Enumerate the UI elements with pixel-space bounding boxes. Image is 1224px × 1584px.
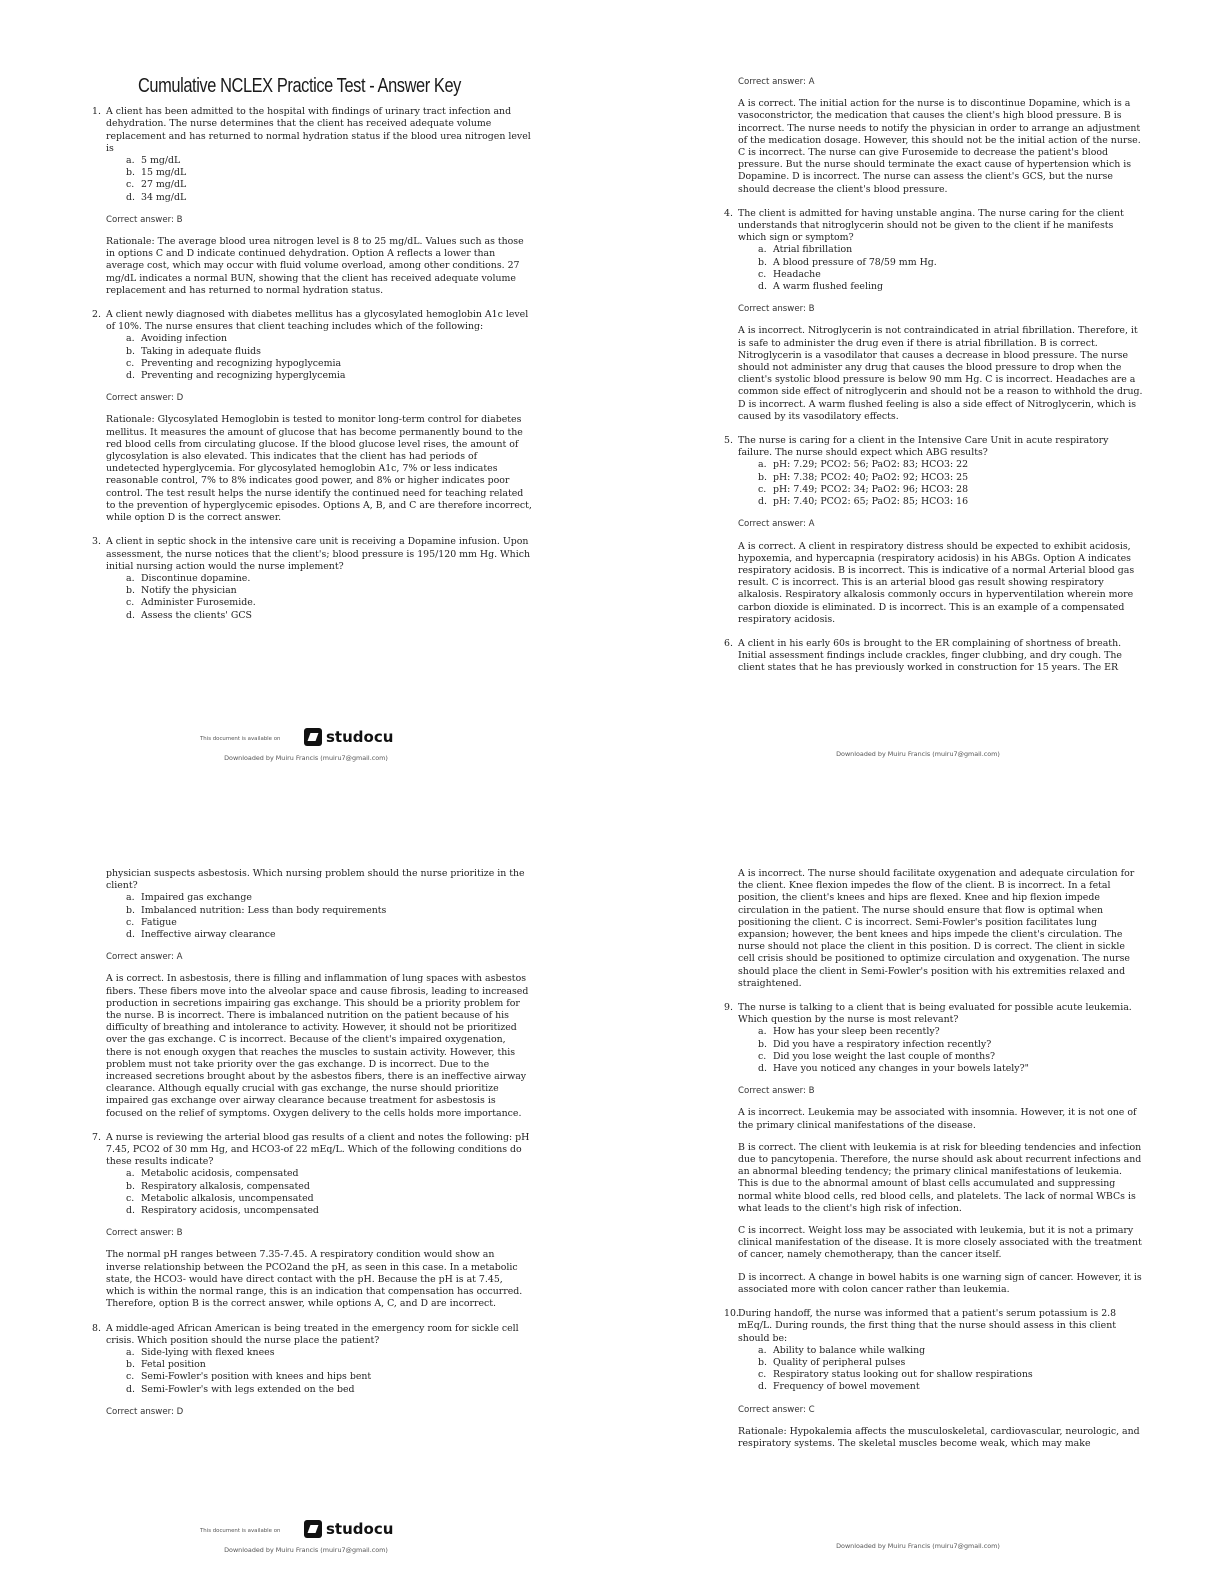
rationale-paragraph: A is incorrect. The nurse should facilitate oxygenation and adequate circulation for the client. Knee flexion impedes the flow of the client. B is incorrect. In a fetal position, the client's knees and hips are flexed. Knee and hip flexion impede circulation in the patient. The nurse should ensure that flow is optimal when positioning the client. C is incorrect. Semi-Fowler's position facilitates lung expansion; however, the bent knees and hips impede the client's circulation. The nurse should not place the client in this position. D is correct. The client in sickle cell crisis should be positioned to optimize circulation and oxygenation. The nurse should place the client in Semi-Fowler's position with his extremities relaxed and straightened. bbox=[738, 868, 1135, 989]
option-text: Fetal position bbox=[141, 1359, 206, 1371]
availability-note: This document is available on bbox=[200, 1528, 281, 1534]
option-text: Taking in adequate fluids bbox=[141, 345, 261, 357]
option-item bbox=[126, 1359, 532, 1371]
option-text: Administer Furosemide. bbox=[141, 597, 256, 609]
option-item bbox=[758, 496, 1144, 508]
option-item bbox=[126, 1371, 532, 1383]
option-letter: a. bbox=[126, 572, 135, 584]
option-letter: d. bbox=[126, 370, 135, 382]
option-letter: a. bbox=[126, 892, 135, 904]
question-number: 10. bbox=[724, 1308, 739, 1320]
option-item bbox=[126, 585, 532, 597]
option-letter: a. bbox=[126, 155, 135, 167]
page-3 bbox=[0, 792, 612, 1584]
option-letter: c. bbox=[126, 1371, 135, 1383]
option-text: Respiratory acidosis, uncompensated bbox=[141, 1205, 319, 1217]
option-item bbox=[126, 1193, 532, 1205]
option-text: pH: 7.49; PCO2: 34; PaO2: 96; HCO3: 28 bbox=[773, 483, 969, 495]
option-item bbox=[758, 1039, 1144, 1051]
option-letter: d. bbox=[126, 1205, 135, 1217]
correct-answer: Correct answer: B bbox=[106, 1228, 183, 1239]
options-list bbox=[738, 1345, 1144, 1394]
question bbox=[92, 309, 532, 382]
page-content bbox=[92, 868, 532, 1428]
option-text: Quality of peripheral pulses bbox=[773, 1356, 906, 1368]
option-letter: c. bbox=[126, 1192, 135, 1204]
document-title: Cumulative NCLEX Practice Test - Answer Key bbox=[138, 75, 461, 97]
option-letter: b. bbox=[758, 1038, 767, 1050]
option-letter: d. bbox=[758, 496, 767, 508]
question-text: During handoff, the nurse was informed that a patient's serum potassium is 2.8 mEq/L. During rounds, the first thing that the nurse should assess in this client should be: bbox=[738, 1308, 1117, 1344]
option-item bbox=[126, 358, 532, 370]
option-text: Preventing and recognizing hypoglycemia bbox=[141, 357, 342, 369]
option-text: Discontinue dopamine. bbox=[141, 572, 251, 584]
option-text: Metabolic alkalosis, uncompensated bbox=[141, 1192, 314, 1204]
options-list bbox=[106, 1168, 532, 1217]
option-text: Metabolic acidosis, compensated bbox=[141, 1168, 299, 1180]
option-item bbox=[126, 929, 532, 941]
question-text: A client newly diagnosed with diabetes mellitus has a glycosylated hemoglobin A1c level of 10%. The nurse ensures that client teaching includes which of the following: bbox=[106, 309, 529, 333]
option-text: How has your sleep been recently? bbox=[773, 1026, 940, 1038]
rationale-paragraph: Rationale: Glycosylated Hemoglobin is tested to monitor long-term control for diabetes mellitus. It measures the amount of glucose that has become permanently bound to the red blood cells from circulating glucose. If the blood glucose level rises, the amount of glycosylation is also elevated. This indicates that the client has had periods of undetected hyperglycemia. For glycosylated hemoglobin A1c, 7% or less indicates reasonable control, 7% to 8% indicates good power, and 8% or higher indicates poor control. The test result helps the nurse identify the continued need for teaching related to the prevention of hyperglycemic episodes. Options A, B, and C are therefore incorrect, while option D is the correct answer. bbox=[106, 414, 532, 524]
correct-answer: Correct answer: B bbox=[106, 214, 183, 225]
availability-note: This document is available on bbox=[200, 736, 281, 742]
download-note: Downloaded by Muiru Francis (muiru7@gmail.com) bbox=[224, 1546, 388, 1554]
option-text: pH: 7.29; PCO2: 56; PaO2: 83; HCO3: 22 bbox=[773, 459, 969, 471]
option-text: A blood pressure of 78/59 mm Hg. bbox=[773, 256, 937, 268]
question bbox=[92, 536, 532, 621]
option-letter: c. bbox=[758, 1050, 767, 1062]
rationale-paragraph: A is incorrect. Nitroglycerin is not contraindicated in atrial fibrillation. Therefore, it is safe to administer the drug even if there is atrial fibrillation. B is correct. Nitroglycerin is a vasodilator that causes a decrease in blood pressure. The nurse should not administer any drug that causes the blood pressure to drop when the client's systolic blood pressure is below 90 mm Hg. C is incorrect. Headaches are a common side effect of nitroglycerin and should not be a reason to withhold the drug. D is incorrect. A warm flushed feeling is also a side effect of Nitroglycerin, which is caused by its vasodilatory effects. bbox=[738, 325, 1143, 422]
correct-answer: Correct answer: B bbox=[738, 1086, 815, 1097]
rationale bbox=[738, 325, 1144, 423]
option-letter: d. bbox=[126, 191, 135, 203]
rationale bbox=[106, 973, 532, 1119]
page-footer bbox=[612, 1520, 1224, 1560]
correct-answer: Correct answer: D bbox=[106, 393, 184, 404]
option-letter: a. bbox=[126, 333, 135, 345]
question bbox=[724, 435, 1144, 508]
option-letter: b. bbox=[126, 585, 135, 597]
question-number: 7. bbox=[92, 1131, 101, 1143]
option-item bbox=[126, 917, 532, 929]
question-text: The nurse is caring for a client in the Intensive Care Unit in acute respiratory failure. The nurse should expect which ABG results? bbox=[738, 435, 1109, 459]
question-text: A client in septic shock in the intensive care unit is receiving a Dopamine infusion. Upon assessment, the nurse notices that the client's; blood pressure is 195/120 mm Hg. Which initial nursing action would the nurse implement? bbox=[106, 536, 530, 572]
rationale bbox=[738, 1107, 1144, 1296]
page-content bbox=[724, 868, 1144, 1462]
question bbox=[724, 1308, 1144, 1393]
page-footer bbox=[612, 728, 1224, 768]
question bbox=[724, 1002, 1144, 1075]
option-text: Semi-Fowler's with legs extended on the bed bbox=[141, 1383, 355, 1395]
rationale bbox=[106, 236, 532, 297]
option-item bbox=[758, 244, 1144, 256]
option-item bbox=[126, 179, 532, 191]
options-list bbox=[106, 573, 532, 622]
option-letter: a. bbox=[758, 1344, 767, 1356]
rationale-paragraph: Rationale: The average blood urea nitrogen level is 8 to 25 mg/dL. Values such as those in options C and D indicate continued dehydration. Option A reflects a lower than average cost, which may occur with fluid volume overload, among other conditions. 27 mg/dL indicates a normal BUN, showing that the client has received adequate volume replacement and has returned to normal hydration status. bbox=[106, 236, 524, 296]
option-item bbox=[758, 281, 1144, 293]
rationale-paragraph: B is correct. The client with leukemia is at risk for bleeding tendencies and infection due to pancytopenia. Therefore, the nurse should ask about recurrent infections and an abnormal bleeding tendency; the primary clinical manifestations of leukemia. This is due to the abnormal amount of blast cells accumulated and suppressing normal white blood cells, red blood cells, and platelets. The lack of normal WBCs is what leads to the client's high risk of infection. bbox=[738, 1141, 1142, 1214]
option-item bbox=[126, 1181, 532, 1193]
question bbox=[724, 638, 1144, 675]
page-2 bbox=[612, 0, 1224, 792]
rationale-paragraph: A is correct. A client in respiratory distress should be expected to exhibit acidosis, hypoxemia, and hypercapnia (respiratory acidosis) in his ABGs. Option A indicates respiratory acidosis. B is incorrect. This is indicative of a normal Arterial blood gas result. C is incorrect. This is an arterial blood gas result showing respiratory alkalosis. Respiratory alkalosis commonly occurs in hyperventilation wherein more carbon dioxide is eliminated. D is incorrect. This is an example of a compensated respiratory acidosis. bbox=[738, 540, 1135, 625]
option-item bbox=[758, 1345, 1144, 1357]
option-letter: a. bbox=[126, 1346, 135, 1358]
option-letter: d. bbox=[758, 1381, 767, 1393]
option-item bbox=[758, 1357, 1144, 1369]
question-number: 2. bbox=[92, 309, 101, 321]
question-number: 9. bbox=[724, 1002, 733, 1014]
option-item bbox=[758, 1051, 1144, 1063]
options-list bbox=[106, 155, 532, 204]
option-item bbox=[126, 192, 532, 204]
option-item bbox=[758, 1381, 1144, 1393]
option-text: Semi-Fowler's position with knees and hips bent bbox=[141, 1371, 372, 1383]
question-text: The client is admitted for having unstable angina. The nurse caring for the client understands that nitroglycerin should not be given to the client if he manifests which sign or symptom? bbox=[738, 207, 1124, 244]
option-text: Avoiding infection bbox=[141, 333, 228, 345]
option-item bbox=[126, 1168, 532, 1180]
option-text: Respiratory alkalosis, compensated bbox=[141, 1180, 310, 1192]
question-number: 4. bbox=[724, 207, 733, 219]
option-letter: c. bbox=[758, 268, 767, 280]
option-item bbox=[126, 1347, 532, 1359]
studocu-logo-icon bbox=[304, 1520, 322, 1538]
option-text: Side-lying with flexed knees bbox=[141, 1346, 275, 1358]
option-text: 27 mg/dL bbox=[141, 179, 187, 191]
option-text: Have you noticed any changes in your bowels lately?" bbox=[773, 1063, 1029, 1075]
page-footer bbox=[0, 728, 612, 768]
option-letter: b. bbox=[126, 904, 135, 916]
option-letter: a. bbox=[126, 1168, 135, 1180]
option-letter: d. bbox=[126, 929, 135, 941]
option-item bbox=[758, 269, 1144, 281]
options-list bbox=[106, 892, 532, 941]
rationale bbox=[738, 541, 1144, 626]
option-text: Notify the physician bbox=[141, 585, 237, 597]
option-letter: c. bbox=[126, 916, 135, 928]
option-item bbox=[126, 1205, 532, 1217]
option-letter: b. bbox=[126, 167, 135, 179]
option-item bbox=[126, 370, 532, 382]
page-4 bbox=[612, 792, 1224, 1584]
option-letter: d. bbox=[758, 281, 767, 293]
question-number: 6. bbox=[724, 637, 733, 649]
option-text: Headache bbox=[773, 268, 821, 280]
option-letter: c. bbox=[758, 483, 767, 495]
option-text: Assess the clients' GCS bbox=[141, 609, 252, 621]
option-item bbox=[126, 610, 532, 622]
option-letter: c. bbox=[126, 179, 135, 191]
question-number: 8. bbox=[92, 1322, 101, 1334]
rationale bbox=[738, 1426, 1144, 1450]
question bbox=[724, 208, 1144, 293]
rationale-paragraph: D is incorrect. A change in bowel habits is one warning sign of cancer. However, it is associated more with colon cancer rather than leukemia. bbox=[738, 1271, 1142, 1295]
correct-answer: Correct answer: C bbox=[738, 1404, 815, 1415]
option-text: Fatigue bbox=[141, 916, 177, 928]
correct-answer: Correct answer: A bbox=[738, 77, 815, 87]
rationale bbox=[106, 1249, 532, 1310]
option-item bbox=[126, 346, 532, 358]
studocu-logo[interactable] bbox=[304, 728, 393, 746]
page-footer bbox=[0, 1520, 612, 1560]
question-text: physician suspects asbestosis. Which nursing problem should the nurse prioritize in the client? bbox=[106, 868, 525, 892]
option-item bbox=[126, 905, 532, 917]
option-text: Preventing and recognizing hyperglycemia bbox=[141, 370, 346, 382]
option-item bbox=[758, 1369, 1144, 1381]
rationale-paragraph: A is incorrect. Leukemia may be associated with insomnia. However, it is not one of the primary clinical manifestations of the disease. bbox=[738, 1107, 1137, 1131]
option-item bbox=[126, 167, 532, 179]
option-letter: b. bbox=[126, 1180, 135, 1192]
option-text: A warm flushed feeling bbox=[773, 281, 883, 293]
question-number: 1. bbox=[92, 106, 101, 118]
page-content bbox=[92, 75, 532, 632]
option-text: Did you lose weight the last couple of months? bbox=[773, 1050, 996, 1062]
rationale bbox=[738, 98, 1144, 196]
rationale-paragraph: The normal pH ranges between 7.35-7.45. A respiratory condition would show an inverse relationship between the PCO2and the pH, as seen in this case. In a metabolic state, the HCO3- would have direct contact with the pH. Because the pH is at 7.45, which is within the normal range, this is an indication that compensation has occurred. Therefore, option B is the correct answer, while options A, C, and D are incorrect. bbox=[106, 1249, 523, 1310]
question-text: A client has been admitted to the hospital with findings of urinary tract infection and dehydration. The nurse determines that the client has received adequate volume replacement and has returned to normal hydration status if the blood urea nitrogen level is bbox=[106, 106, 531, 154]
question-number: 5. bbox=[724, 435, 733, 447]
correct-answer: Correct answer: B bbox=[738, 304, 815, 315]
option-text: Frequency of bowel movement bbox=[773, 1381, 920, 1393]
option-item bbox=[126, 892, 532, 904]
rationale-paragraph: C is incorrect. Weight loss may be associated with leukemia, but it is not a primary clinical manifestation of the disease. It is more closely associated with the treatment of cancer, namely chemotherapy, than the cancer itself. bbox=[738, 1225, 1142, 1261]
option-letter: b. bbox=[758, 256, 767, 268]
option-text: Respiratory status looking out for shallow respirations bbox=[773, 1369, 1033, 1381]
rationale-paragraph: A is correct. In asbestosis, there is filling and inflammation of lung spaces with asbestos fibers. These fibers move into the alveolar space and cause fibrosis, leading to increased production in secretions impairing gas exchange. This should be a priority problem for the nurse. B is incorrect. There is imbalanced nutrition on the patient because of his difficulty of breathing and intolerance to activity. However, it should not be prioritized over the gas exchange. C is incorrect. Because of the client's impaired oxygenation, there is not enough oxygen that reaches the muscles to sustain activity. However, this problem must not take priority over the gas exchange. D is incorrect. Due to the increased secretions brought about by the asbestos fibers, there is an ineffective airway clearance. Although equally crucial with gas exchange, the nurse should prioritize impaired gas exchange over airway clearance because treatment for asbestosis is focused on the relief of symptoms. Oxygen delivery to the cells holds more importance. bbox=[106, 973, 529, 1119]
options-list bbox=[738, 459, 1144, 508]
option-text: 34 mg/dL bbox=[141, 191, 187, 203]
option-item bbox=[126, 155, 532, 167]
options-list bbox=[738, 1026, 1144, 1075]
question bbox=[92, 1132, 532, 1217]
question-text: A middle-aged African American is being treated in the emergency room for sickle cell crisis. Which position should the nurse place the patient? bbox=[106, 1322, 519, 1346]
option-item bbox=[758, 484, 1144, 496]
rationale-paragraph: Rationale: Hypokalemia affects the musculoskeletal, cardiovascular, neurologic, and respiratory systems. The skeletal muscles become weak, which may make bbox=[738, 1425, 1140, 1449]
option-item bbox=[126, 573, 532, 585]
option-text: pH: 7.40; PCO2: 65; PaO2: 85; HCO3: 16 bbox=[773, 496, 969, 508]
option-item bbox=[758, 459, 1144, 471]
rationale bbox=[738, 868, 1144, 990]
option-letter: c. bbox=[126, 357, 135, 369]
correct-answer: Correct answer: D bbox=[106, 1406, 184, 1417]
studocu-logo[interactable] bbox=[304, 1520, 393, 1538]
option-text: Imbalanced nutrition: Less than body requirements bbox=[141, 904, 387, 916]
option-letter: c. bbox=[126, 597, 135, 609]
option-item bbox=[126, 1384, 532, 1396]
option-text: 15 mg/dL bbox=[141, 167, 187, 179]
options-list bbox=[738, 244, 1144, 293]
studocu-brand: studocu bbox=[326, 728, 394, 746]
rationale bbox=[106, 414, 532, 524]
page-1 bbox=[0, 0, 612, 792]
question-number: 3. bbox=[92, 536, 101, 548]
option-item bbox=[758, 1063, 1144, 1075]
studocu-brand: studocu bbox=[326, 1520, 394, 1538]
option-text: Ineffective airway clearance bbox=[141, 929, 276, 941]
option-letter: a. bbox=[758, 459, 767, 471]
option-letter: d. bbox=[758, 1063, 767, 1075]
option-text: Impaired gas exchange bbox=[141, 892, 252, 904]
download-note: Downloaded by Muiru Francis (muiru7@gmail.com) bbox=[836, 750, 1000, 758]
options-list bbox=[106, 333, 532, 382]
page-content bbox=[724, 76, 1144, 685]
question-text: A client in his early 60s is brought to the ER complaining of shortness of breath. Initial assessment findings include crackles, finger clubbing, and dry cough. The client states that he has previously worked in construction for 15 years. The ER bbox=[738, 637, 1122, 674]
options-list bbox=[106, 1347, 532, 1396]
download-note: Downloaded by Muiru Francis (muiru7@gmail.com) bbox=[224, 754, 388, 762]
option-text: pH: 7.38; PCO2: 40; PaO2: 92; HCO3: 25 bbox=[773, 471, 969, 483]
correct-answer: Correct answer: A bbox=[106, 952, 183, 963]
question bbox=[92, 868, 532, 941]
option-letter: b. bbox=[758, 1356, 767, 1368]
correct-answer: Correct answer: A bbox=[738, 519, 815, 530]
option-letter: d. bbox=[126, 609, 135, 621]
question bbox=[92, 1323, 532, 1396]
rationale-paragraph: A is correct. The initial action for the nurse is to discontinue Dopamine, which is a vasoconstrictor, the medication that causes the client's high blood pressure. B is incorrect. The nurse needs to notify the physician in order to arrange an adjustment of the medication dosage. However, this should not be the initial action of the nurse. C is incorrect. The nurse can give Furosemide to decrease the patient's blood pressure. But the nurse should terminate the exact cause of hypertension which is Dopamine. D is incorrect. The nurse can assess the client's GCS, but the nurse should decrease the client's blood pressure. bbox=[738, 98, 1141, 195]
option-letter: a. bbox=[758, 244, 767, 256]
option-item bbox=[758, 1026, 1144, 1038]
option-letter: b. bbox=[758, 471, 767, 483]
option-letter: d. bbox=[126, 1383, 135, 1395]
question-text: A nurse is reviewing the arterial blood gas results of a client and notes the following: pH 7.45, PCO2 of 30 mm Hg, and HCO3-of 22 mEq/L. Which of the following conditions do these results indicate? bbox=[106, 1131, 530, 1168]
option-text: Did you have a respiratory infection recently? bbox=[773, 1038, 992, 1050]
option-letter: a. bbox=[758, 1026, 767, 1038]
studocu-logo-icon bbox=[304, 728, 322, 746]
option-item bbox=[126, 333, 532, 345]
question-text: The nurse is talking to a client that is being evaluated for possible acute leukemia. Which question by the nurse is most relevant? bbox=[738, 1002, 1132, 1026]
option-item bbox=[758, 472, 1144, 484]
option-text: Atrial fibrillation bbox=[773, 244, 853, 256]
option-text: 5 mg/dL bbox=[141, 155, 181, 167]
option-item bbox=[126, 597, 532, 609]
option-letter: b. bbox=[126, 345, 135, 357]
option-letter: c. bbox=[758, 1369, 767, 1381]
download-note: Downloaded by Muiru Francis (muiru7@gmail.com) bbox=[836, 1542, 1000, 1550]
option-item bbox=[758, 257, 1144, 269]
option-text: Ability to balance while walking bbox=[773, 1344, 926, 1356]
option-letter: b. bbox=[126, 1359, 135, 1371]
question bbox=[92, 106, 532, 204]
